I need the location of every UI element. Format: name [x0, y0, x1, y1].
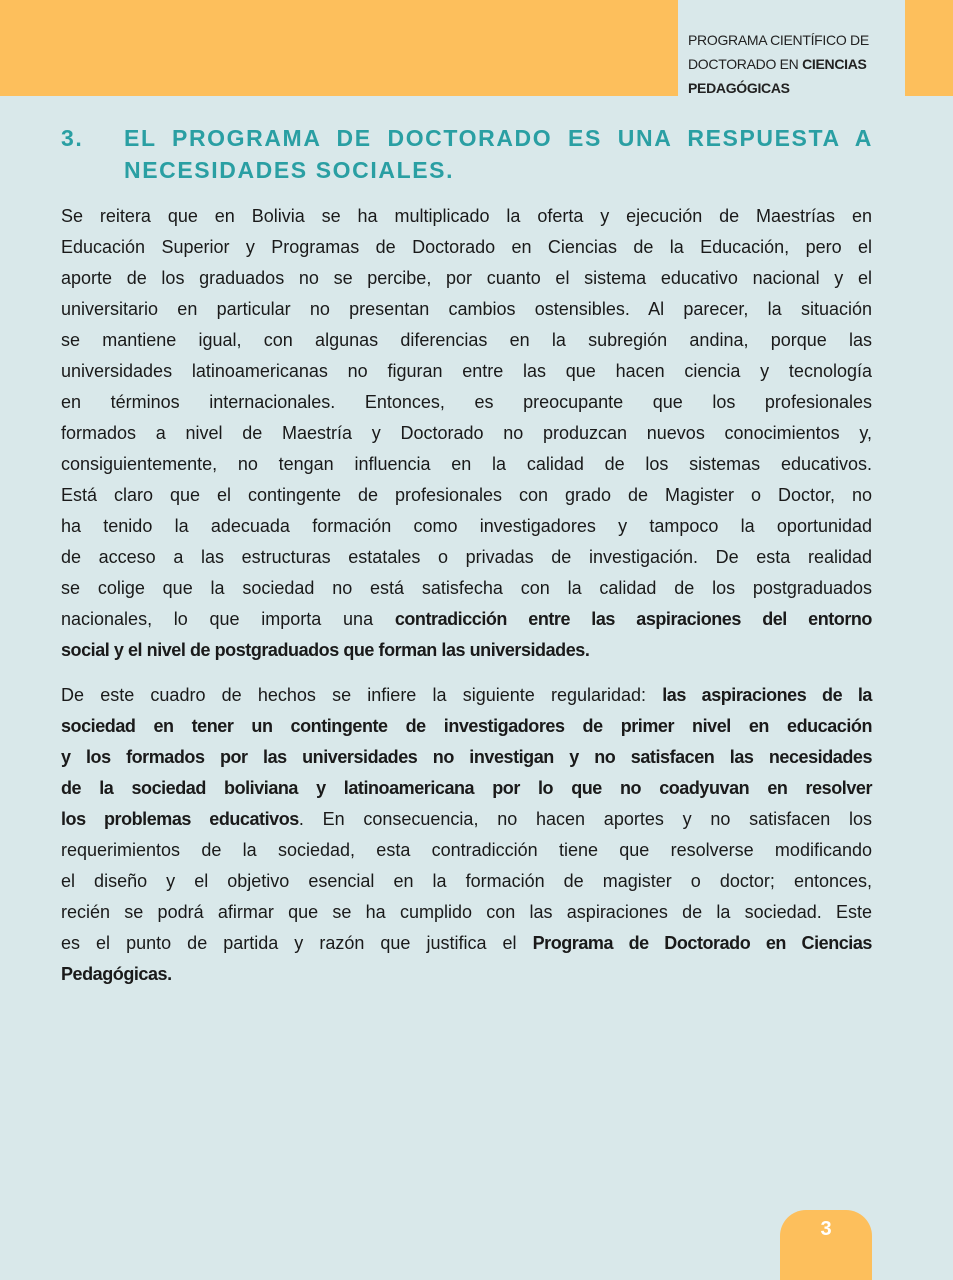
running-header [688, 28, 903, 100]
bold-text: contradicción entre las aspiraciones del entorno [394, 609, 872, 629]
text: en términos internacionales. Entonces, es preocupante que los profesionales [61, 392, 872, 412]
text: de acceso a las estructuras estatales o privadas de investigación. De esta realidad [61, 547, 872, 567]
page-number: 3 [820, 1218, 832, 1240]
header-line-3: PEDAGÓGICAS [688, 80, 790, 96]
text-line [61, 635, 872, 666]
text: el diseño y el objetivo esencial en la formación de magister o doctor; entonces, [61, 871, 872, 891]
header-line-1: PROGRAMA CIENTÍFICO DE [688, 32, 869, 48]
bold-text: y los formados por las universidades no investigan y no satisfacen las necesidades [61, 747, 872, 767]
text-line [61, 480, 872, 511]
section-title-line: EL PROGRAMA DE DOCTORADO ES UNA RESPUESTA A [124, 125, 873, 151]
text-line [61, 387, 872, 418]
bold-text: Programa de Doctorado en Ciencias [532, 933, 872, 953]
text: recién se podrá afirmar que se ha cumplido con las aspiraciones de la sociedad. Este [61, 902, 872, 922]
paragraph-1 [61, 201, 872, 666]
text: se colige que la sociedad no está satisfecha con la calidad de los postgraduados [61, 578, 872, 598]
text: De este cuadro de hechos se infiere la siguiente regularidad: [61, 685, 663, 705]
text: . En consecuencia, no hacen aportes y no satisfacen los [298, 809, 872, 829]
section-title-line: NECESIDADES SOCIALES. [124, 157, 455, 183]
text-line [61, 711, 872, 742]
text-line [61, 959, 872, 990]
text: nacionales, lo que importa una [61, 609, 395, 629]
bold-text: los problemas educativos [61, 809, 299, 829]
header-band-right [905, 0, 953, 96]
text-line [61, 604, 872, 635]
text-line [61, 232, 872, 263]
text: aporte de los graduados no se percibe, por cuanto el sistema educativo nacional y el [61, 268, 872, 288]
text: universidades latinoamericanas no figuran entre las que hacen ciencia y tecnología [61, 361, 872, 381]
bold-text: sociedad en tener un contingente de investigadores de primer nivel en educación [61, 716, 872, 736]
text-line [61, 325, 872, 356]
bold-text: las aspiraciones de la [662, 685, 872, 705]
text-line [61, 573, 872, 604]
text-line [61, 294, 872, 325]
text-line [61, 742, 872, 773]
text: requerimientos de la sociedad, esta contradicción tiene que resolverse modificando [61, 840, 872, 860]
text: ha tenido la adecuada formación como investigadores y tampoco la oportunidad [61, 516, 872, 536]
text: Educación Superior y Programas de Doctorado en Ciencias de la Educación, pero el [61, 237, 872, 257]
text-line [61, 680, 872, 711]
page-number-tab [780, 1210, 872, 1280]
text: Se reitera que en Bolivia se ha multiplicado la oferta y ejecución de Maestrías en [61, 206, 872, 226]
text-line [61, 449, 872, 480]
text-line [61, 804, 872, 835]
text-line [61, 773, 872, 804]
bold-text: de la sociedad boliviana y latinoamericana por lo que no coadyuvan en resolver [61, 778, 872, 798]
text-line [61, 263, 872, 294]
bold-text: Pedagógicas. [61, 964, 172, 984]
section-number: 3. [61, 125, 84, 151]
header-line-2-bold: CIENCIAS [802, 56, 867, 72]
text-line [61, 511, 872, 542]
header-line-2: DOCTORADO EN [688, 56, 803, 72]
text: se mantiene igual, con algunas diferencias en la subregión andina, porque las [61, 330, 872, 350]
text-line [61, 542, 872, 573]
bold-text: social y el nivel de postgraduados que forman las universidades. [61, 640, 590, 660]
text: Está claro que el contingente de profesionales con grado de Magister o Doctor, no [61, 485, 872, 505]
paragraph-2 [61, 680, 872, 990]
text: es el punto de partida y razón que justifica el [61, 933, 533, 953]
text-line [61, 201, 872, 232]
text: universitario en particular no presentan cambios ostensibles. Al parecer, la situación [61, 299, 872, 319]
text: formados a nivel de Maestría y Doctorado no produzcan nuevos conocimientos y, [61, 423, 872, 443]
text-line [61, 897, 872, 928]
text-line [61, 356, 872, 387]
text-line [61, 418, 872, 449]
header-band-left [0, 0, 678, 96]
text: consiguientemente, no tengan influencia en la calidad de los sistemas educativos. [61, 454, 872, 474]
text-line [61, 835, 872, 866]
text-line [61, 928, 872, 959]
text-line [61, 866, 872, 897]
